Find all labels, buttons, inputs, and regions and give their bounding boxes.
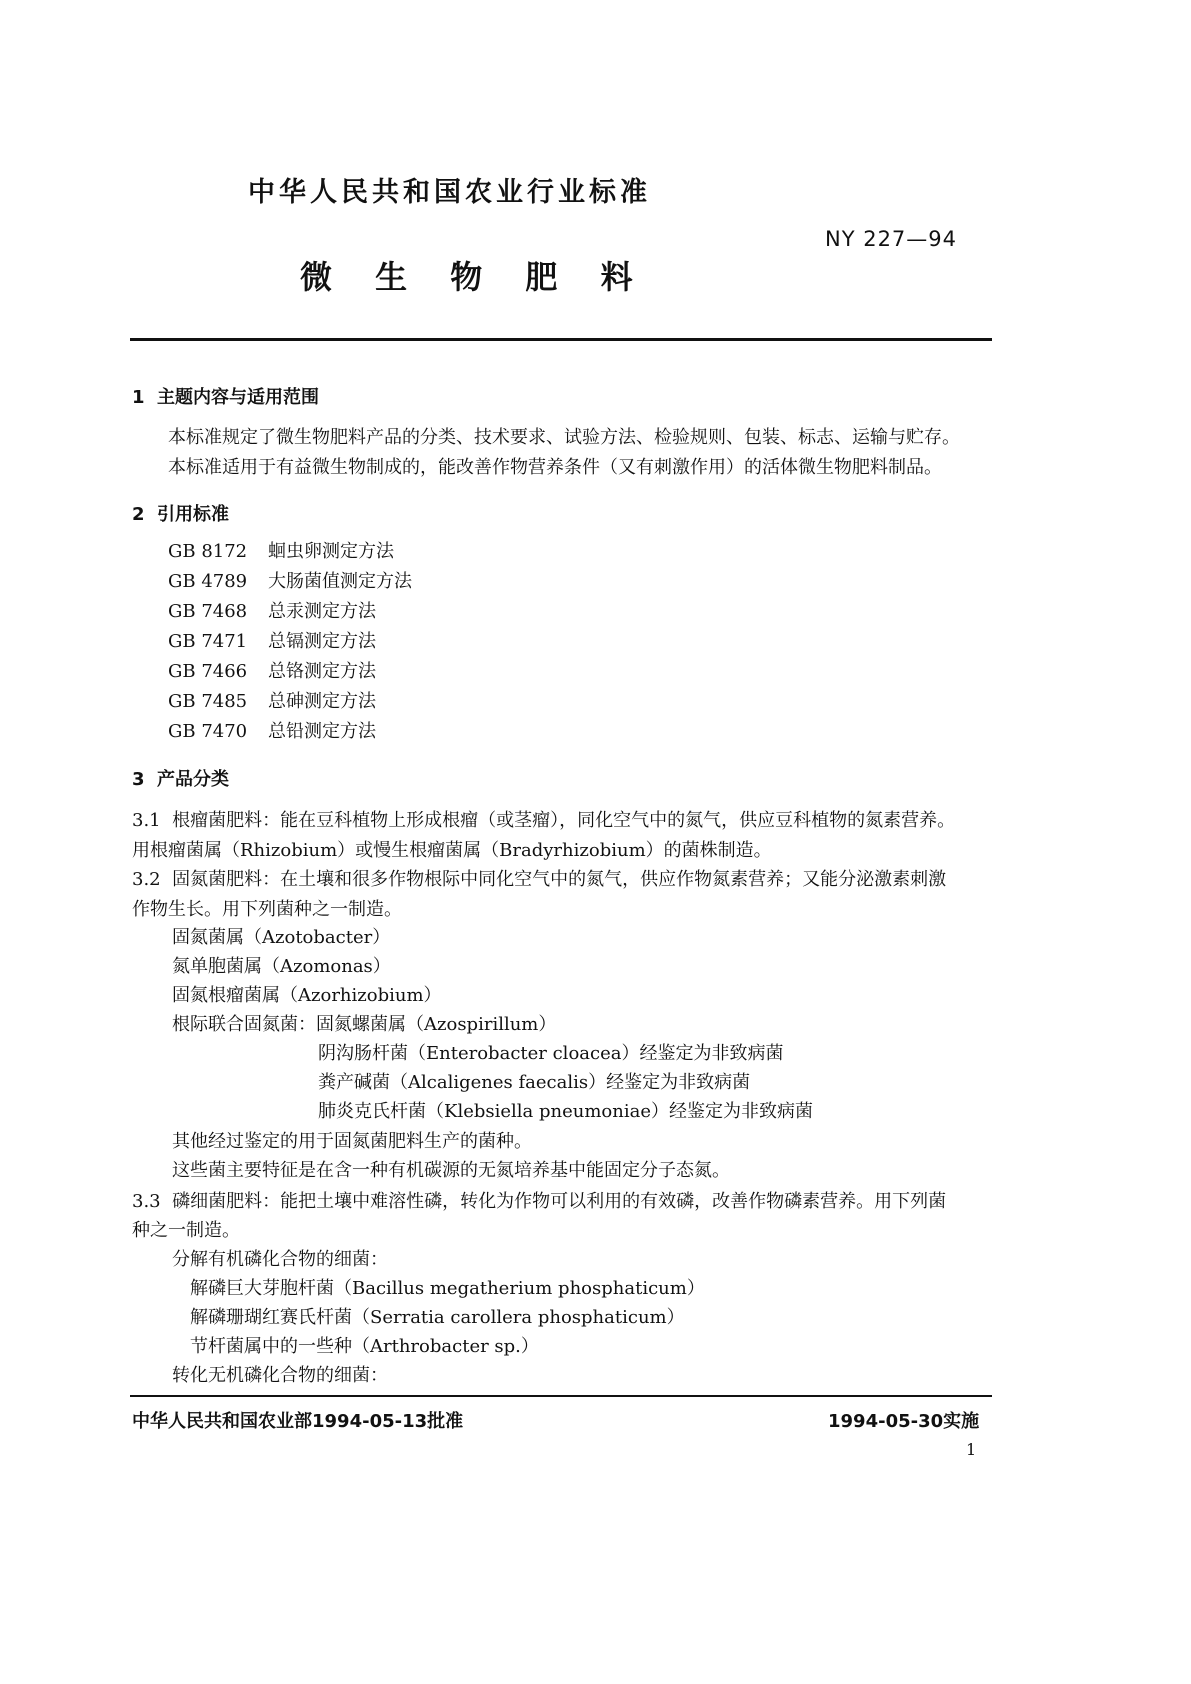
section-3-2-line-2: 作物生长。用下列菌种之一制造。 xyxy=(132,899,402,920)
nitrogen-fixer-item: 氮单胞菌属（Azomonas） xyxy=(172,956,391,977)
reference-item xyxy=(168,657,412,687)
reference-name: 总铅测定方法 xyxy=(268,721,376,742)
nitrogen-fixer-item: 根际联合固氮菌：固氮螺菌属（Azospirillum） xyxy=(172,1014,557,1035)
reference-code: GB 7470 xyxy=(168,721,248,742)
footer-divider xyxy=(130,1395,992,1397)
page-number: 1 xyxy=(966,1440,977,1459)
section-3-3-line-2: 种之一制造。 xyxy=(132,1220,240,1241)
associative-fixer-item: 肺炎克氏杆菌（Klebsiella pneumoniae）经鉴定为非致病菌 xyxy=(318,1101,813,1122)
section-3-2-feature: 这些菌主要特征是在含一种有机碳源的无氮培养基中能固定分子态氮。 xyxy=(172,1160,730,1181)
nitrogen-fixer-item: 固氮根瘤菌属（Azorhizobium） xyxy=(172,985,442,1006)
reference-list xyxy=(168,537,412,747)
reference-item xyxy=(168,537,412,567)
section-1-heading: 1 主题内容与适用范围 xyxy=(132,387,320,408)
section-3-3-line-1: 3.3 磷细菌肥料：能把土壤中难溶性磷，转化为作物可以利用的有效磷，改善作物磷素营养。用下列菌 xyxy=(132,1191,947,1212)
reference-item xyxy=(168,597,412,627)
approval-line: 中华人民共和国农业部1994-05-13批准 xyxy=(132,1411,464,1432)
reference-code: GB 8172 xyxy=(168,541,248,562)
section-3-heading: 3 产品分类 xyxy=(132,769,230,790)
reference-name: 总铬测定方法 xyxy=(268,661,376,682)
section-3-1-line-2: 用根瘤菌属（Rhizobium）或慢生根瘤菌属（Bradyrhizobium）的菌株制造。 xyxy=(132,840,772,861)
reference-name: 总砷测定方法 xyxy=(268,691,376,712)
reference-item xyxy=(168,627,412,657)
reference-name: 大肠菌值测定方法 xyxy=(268,571,412,592)
standard-code: NY 227—94 xyxy=(825,227,958,251)
associative-fixer-item: 阴沟肠杆菌（Enterobacter cloacea）经鉴定为非致病菌 xyxy=(318,1043,784,1064)
associative-fixer-item: 粪产碱菌（Alcaligenes faecalis）经鉴定为非致病菌 xyxy=(318,1072,751,1093)
organic-phosphate-heading: 分解有机磷化合物的细菌： xyxy=(172,1249,388,1270)
reference-code: GB 7485 xyxy=(168,691,248,712)
phosphate-bacteria-item: 解磷珊瑚红赛氏杆菌（Serratia carollera phosphaticum） xyxy=(190,1307,685,1328)
reference-item xyxy=(168,567,412,597)
org-title: 中华人民共和国农业行业标准 xyxy=(248,177,651,208)
implementation-date: 1994-05-30实施 xyxy=(828,1411,980,1432)
section-1-paragraph-1: 本标准规定了微生物肥料产品的分类、技术要求、试验方法、检验规则、包装、标志、运输与贮存。 xyxy=(168,427,960,448)
phosphate-bacteria-item: 解磷巨大芽胞杆菌（Bacillus megatherium phosphaticum） xyxy=(190,1278,705,1299)
section-3-1-line-1: 3.1 根瘤菌肥料：能在豆科植物上形成根瘤（或茎瘤），同化空气中的氮气，供应豆科植物的氮素营养。 xyxy=(132,810,956,831)
reference-name: 蛔虫卵测定方法 xyxy=(268,541,394,562)
reference-code: GB 7471 xyxy=(168,631,248,652)
section-3-2-other: 其他经过鉴定的用于固氮菌肥料生产的菌种。 xyxy=(172,1131,532,1152)
reference-code: GB 7468 xyxy=(168,601,248,622)
reference-code: GB 4789 xyxy=(168,571,248,592)
document-title: 微 生 物 肥 料 xyxy=(300,258,633,296)
header-divider xyxy=(130,338,992,341)
phosphate-bacteria-item: 节杆菌属中的一些种（Arthrobacter sp.） xyxy=(190,1336,539,1357)
section-3-2-line-1: 3.2 固氮菌肥料：在土壤和很多作物根际中同化空气中的氮气，供应作物氮素营养；又能分泌激素刺激 xyxy=(132,869,947,890)
reference-code: GB 7466 xyxy=(168,661,248,682)
section-1-paragraph-2: 本标准适用于有益微生物制成的，能改善作物营养条件（又有刺激作用）的活体微生物肥料制品。 xyxy=(168,457,942,478)
section-2-heading: 2 引用标准 xyxy=(132,504,230,525)
nitrogen-fixer-item: 固氮菌属（Azotobacter） xyxy=(172,927,391,948)
reference-name: 总汞测定方法 xyxy=(268,601,376,622)
reference-name: 总镉测定方法 xyxy=(268,631,376,652)
inorganic-phosphate-heading: 转化无机磷化合物的细菌： xyxy=(172,1365,388,1386)
reference-item xyxy=(168,717,412,747)
reference-item xyxy=(168,687,412,717)
